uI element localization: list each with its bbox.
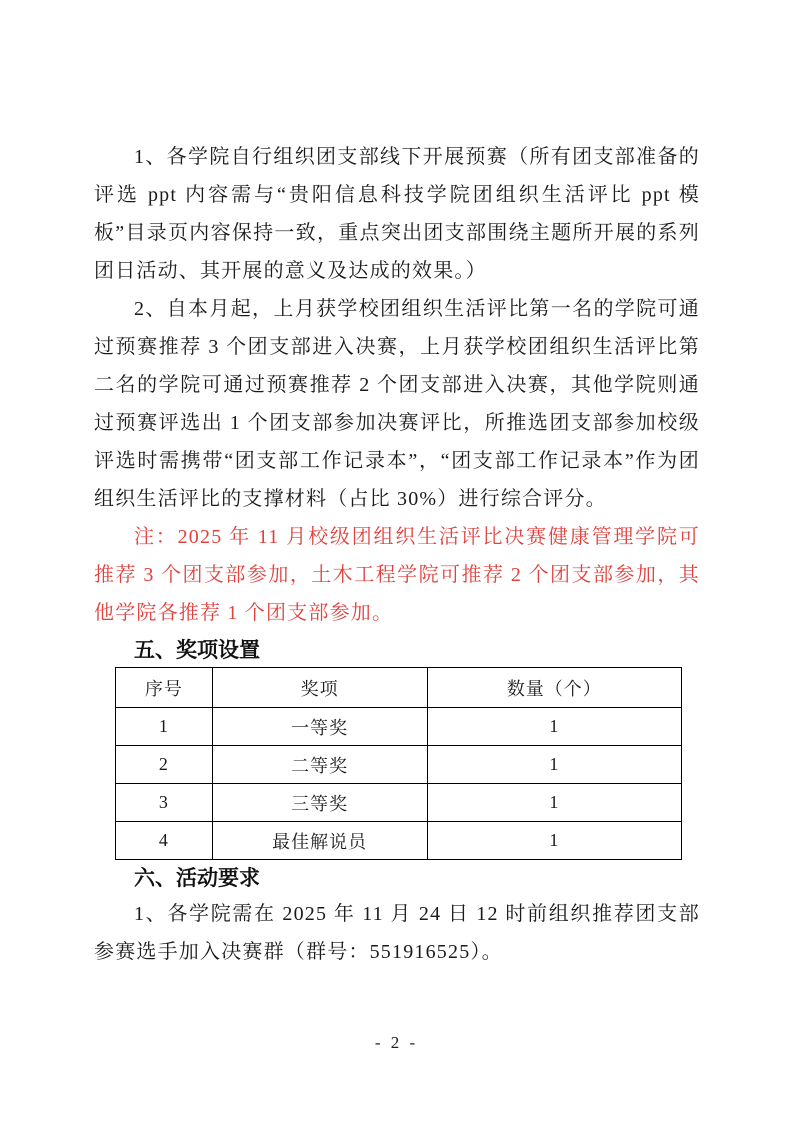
table-row [116,822,682,860]
table-row [116,784,682,822]
table-cell: 最佳解说员 [212,822,427,860]
paragraph-final-recommendation: 2、自本月起，上月获学校团组织生活评比第一名的学院可通过预赛推荐 3 个团支部进入决赛，上月获学校团组织生活评比第二名的学院可通过预赛推荐 2 个团支部进入决赛，其他学院则通过预赛评选出 1 个团支部参加决赛评比，所推选团支部参加校级评选时需携带“团支部工作记录本”，“团支部工作记录本”作为团组织生活评比的支撑材料（占比 30%）进行综合评分。 [94,298,700,510]
paragraph-preliminary-round: 1、各学院自行组织团支部线下开展预赛（所有团支部准备的评选 ppt 内容需与“贵阳信息科技学院团组织生活评比 ppt 模板”目录页内容保持一致，重点突出团支部围绕主题所开展的系列团日活动、其开展的意义及达成的效果。） [94,146,700,282]
table-cell: 1 [427,746,681,784]
heading-activity-requirements: 六、活动要求 [134,867,260,890]
awards-table-body [116,708,682,860]
table-cell: 二等奖 [212,746,427,784]
awards-table-head [116,668,682,708]
note-paragraph: 注：2025 年 11 月校级团组织生活评比决赛健康管理学院可推荐 3 个团支部参加，土木工程学院可推荐 2 个团支部参加，其他学院各推荐 1 个团支部参加。 [94,526,700,624]
table-header-序号: 序号 [116,668,213,708]
table-cell: 一等奖 [212,708,427,746]
table-cell: 4 [116,822,213,860]
page-number: - 2 - [374,1033,419,1052]
paragraph-group-join: 1、各学院需在 2025 年 11 月 24 日 12 时前组织推荐团支部参赛选手加入决赛群（群号：551916525）。 [94,903,700,963]
table-cell: 1 [427,822,681,860]
table-cell: 1 [427,708,681,746]
table-row [116,708,682,746]
awards-table [115,667,682,860]
document-content [94,138,700,971]
table-cell: 1 [427,784,681,822]
table-cell: 3 [116,784,213,822]
table-cell: 三等奖 [212,784,427,822]
heading-awards-setup: 五、奖项设置 [134,639,260,662]
table-header-奖项: 奖项 [212,668,427,708]
table-row [116,746,682,784]
table-cell: 1 [116,708,213,746]
table-cell: 2 [116,746,213,784]
table-header-row [116,668,682,708]
table-header-数量: 数量（个） [427,668,681,708]
